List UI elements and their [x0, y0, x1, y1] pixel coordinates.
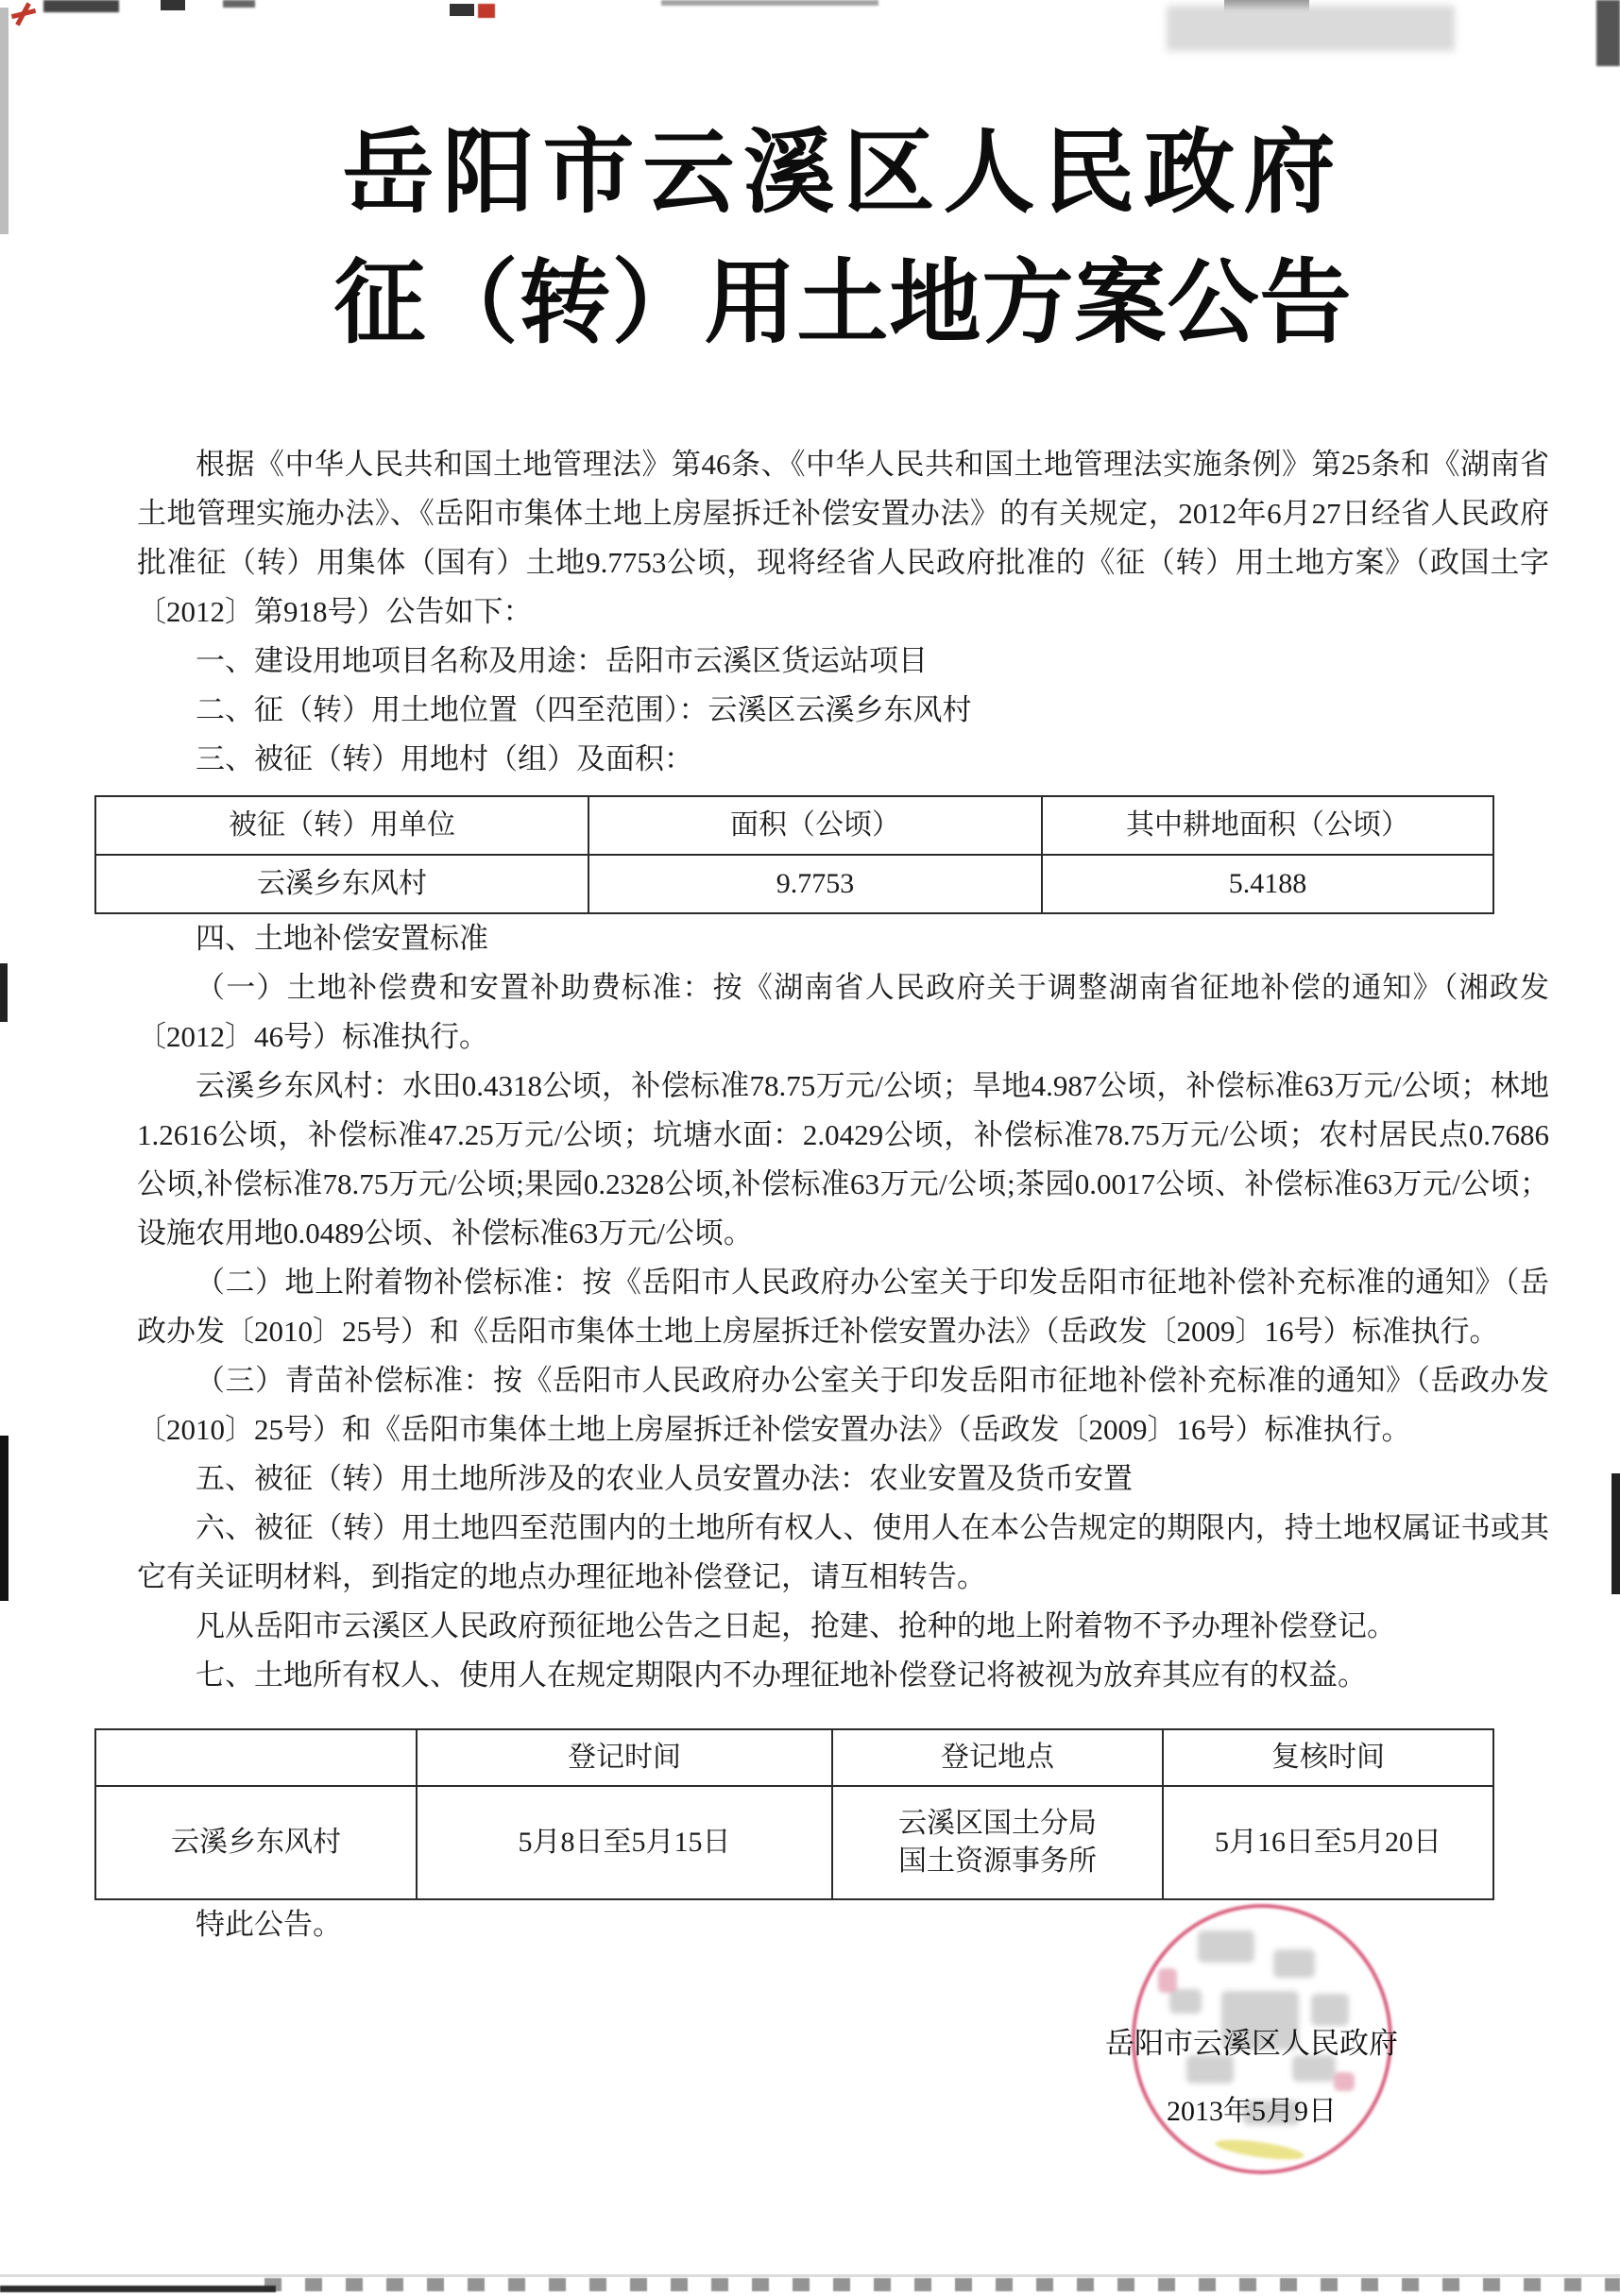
cell-farmland-area: 5.4188 [1042, 855, 1493, 913]
cell-reg-place [832, 1786, 1163, 1899]
item-2: 二、征（转）用土地位置（四至范围）：云溪区云溪乡东风村 [196, 693, 972, 726]
cell-unit: 云溪乡东风村 [95, 855, 588, 913]
header-blank [95, 1729, 417, 1786]
item-1: 一、建设用地项目名称及用途：岳阳市云溪区货运站项目 [196, 644, 928, 677]
table-row [95, 1786, 1493, 1899]
closing-line: 特此公告。 [196, 1908, 342, 1941]
item-4-detail: 云溪乡东风村：水田0.4318公顷，补偿标准78.75万元/公顷；旱地4.987公顷，补偿标准63万元/公顷；林地1.2616公顷，补偿标准47.25万元/公顷；坑塘水面：2.0429公顷，补偿标准78.75万元/公顷；农村居民点0.7686公顷,补偿标准78.75万元/公顷;果园0.2328公顷,补偿标准63万元/公顷;茶园0.0017公顷、补偿标准63万元/公顷；设施农用地0.0489公顷、补偿标准63万元/公顷。 [137, 1069, 1549, 1250]
seal-noise [1273, 1949, 1315, 1978]
item-4: 四、土地补偿安置标准 [196, 922, 488, 955]
seal-noise-pink [1158, 1968, 1177, 1993]
signature-date: 2013年5月9日 [1167, 2096, 1337, 2127]
item-4-2: （二）地上附着物补偿标准：按《岳阳市人民政府办公室关于印发岳阳市征地补偿补充标准的通知》（岳政办发〔2010〕25号）和《岳阳市集体土地上房屋拆迁补偿安置办法》（岳政发〔2009〕16号）标准执行。 [137, 1266, 1549, 1348]
header-unit: 被征（转）用单位 [95, 796, 588, 855]
table-row [95, 855, 1493, 913]
item-4-3: （三）青苗补偿标准：按《岳阳市人民政府办公室关于印发岳阳市征地补偿补充标准的通知》（岳政办发〔2010〕25号）和《岳阳市集体土地上房屋拆迁补偿安置办法》（岳政发〔2009〕16号）标准执行。 [137, 1364, 1549, 1446]
header-farmland-area: 其中耕地面积（公顷） [1042, 796, 1493, 855]
header-area: 面积（公顷） [588, 796, 1042, 855]
seal-noise [1198, 1930, 1254, 1963]
document-body [137, 440, 1549, 1949]
registration-table [94, 1728, 1494, 1900]
item-6b: 凡从岳阳市云溪区人民政府预征地公告之日起，抢建、抢种的地上附着物不予办理补偿登记。 [196, 1609, 1396, 1642]
reg-place-line-2: 国土资源事务所 [898, 1845, 1097, 1877]
title-line-2: 征（转）用土地方案公告 [333, 253, 1353, 354]
item-3: 三、被征（转）用地村（组）及面积： [196, 742, 693, 775]
seal-noise [1311, 1994, 1349, 2026]
reg-place-line-1: 云溪区国土分局 [898, 1808, 1097, 1839]
cell-unit: 云溪乡东风村 [95, 1786, 417, 1899]
item-6: 六、被征（转）用土地四至范围内的土地所有权人、使用人在本公告规定的期限内，持土地权属证书或其它有关证明材料，到指定的地点办理征地补偿登记，请互相转告。 [137, 1511, 1549, 1593]
document-title [137, 109, 1549, 369]
header-reg-place: 登记地点 [832, 1729, 1163, 1786]
signature-block [1096, 2027, 1407, 2129]
item-5: 五、被征（转）用土地所涉及的农业人员安置办法：农业安置及货币安置 [196, 1462, 1133, 1495]
intro-paragraph: 根据《中华人民共和国土地管理法》第46条、《中华人民共和国土地管理法实施条例》第25条和《湖南省土地管理实施办法》、《岳阳市集体土地上房屋拆迁补偿安置办法》的有关规定，2012年6月27日经省人民政府批准征（转）用集体（国有）土地9.7753公顷，现将经省人民政府批准的《征（转）用土地方案》（政国土字〔2012〕第918号）公告如下： [137, 448, 1549, 628]
table-header-row [95, 1729, 1493, 1786]
header-reg-time: 登记时间 [417, 1729, 832, 1786]
land-area-table [94, 795, 1494, 914]
title-line-1: 岳阳市云溪区人民政府 [342, 123, 1344, 224]
header-review-time: 复核时间 [1163, 1729, 1493, 1786]
cell-review-time: 5月16日至5月20日 [1163, 1786, 1493, 1899]
table-header-row [95, 796, 1493, 855]
seal-noise [1169, 1989, 1202, 2014]
item-7: 七、土地所有权人、使用人在规定期限内不办理征地补偿登记将被视为放弃其应有的权益。 [196, 1658, 1367, 1692]
cell-reg-time: 5月8日至5月15日 [417, 1786, 832, 1899]
cell-area: 9.7753 [588, 855, 1042, 913]
signature-issuer: 岳阳市云溪区人民政府 [1105, 2027, 1398, 2060]
item-4-1: （一）土地补偿费和安置补助费标准：按《湖南省人民政府关于调整湖南省征地补偿的通知》（湘政发〔2012〕46号）标准执行。 [137, 971, 1549, 1053]
